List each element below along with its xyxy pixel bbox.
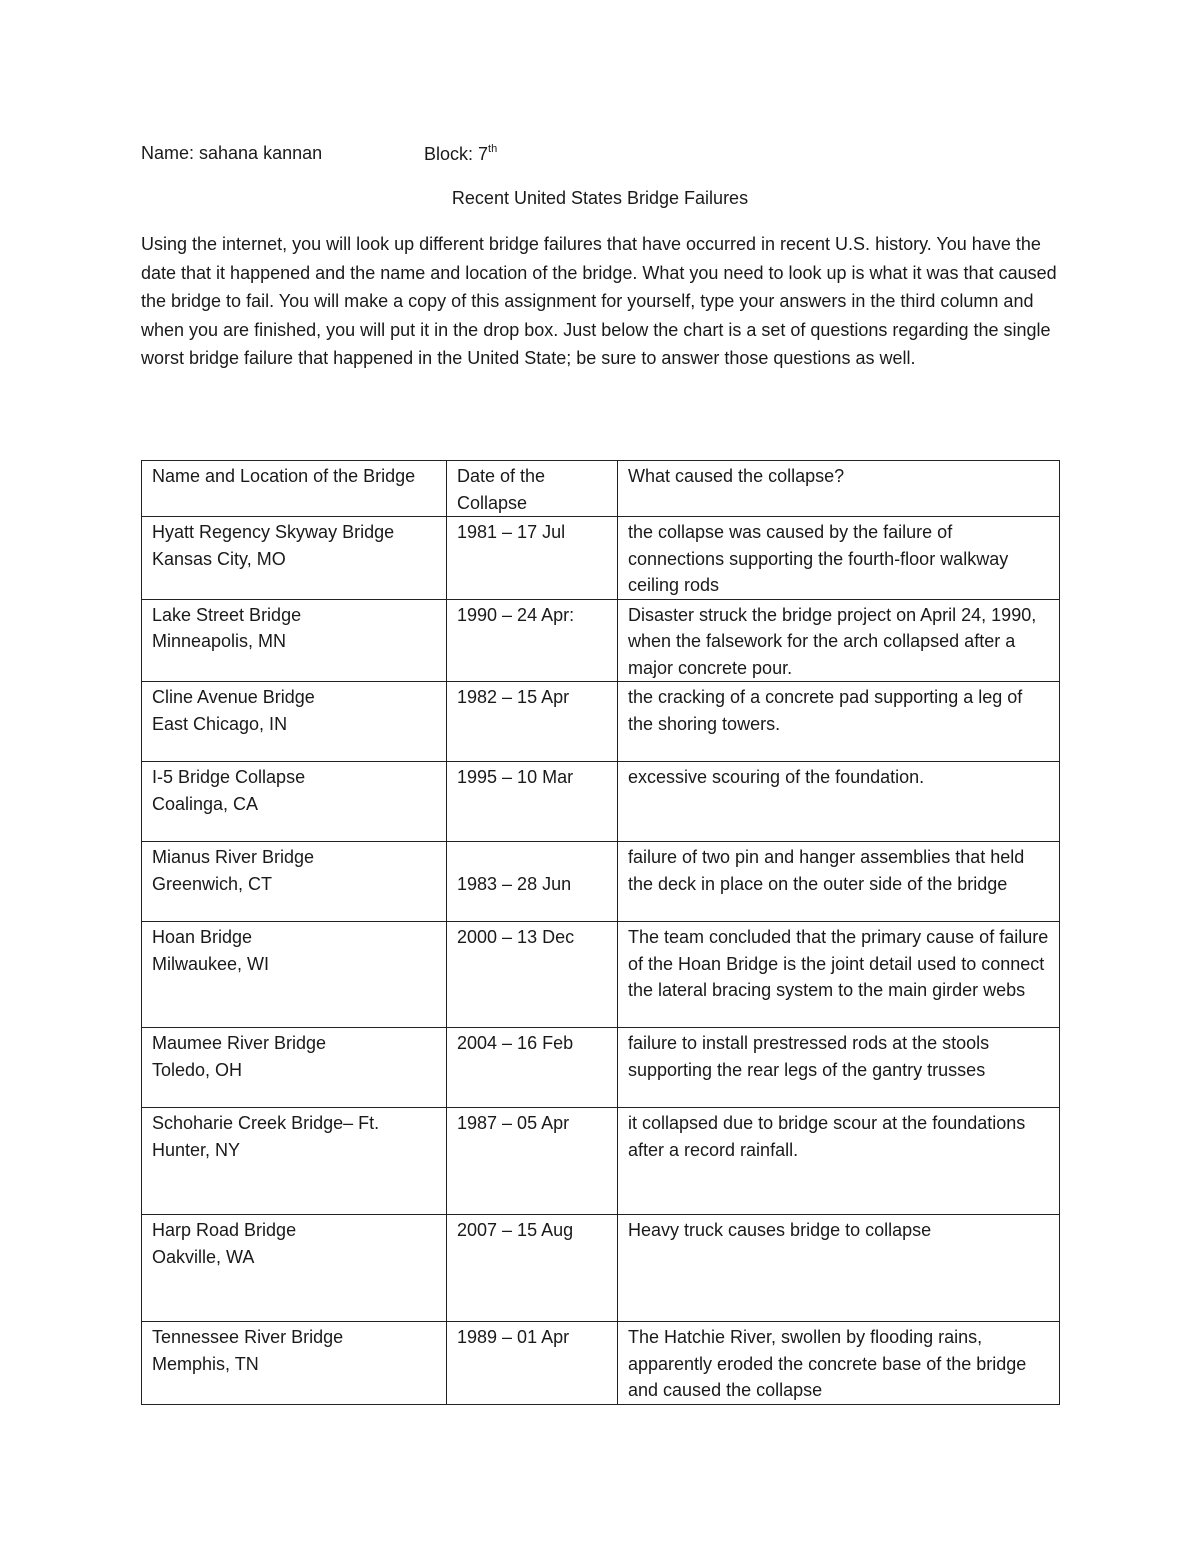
instructions-paragraph: Using the internet, you will look up different bridge failures that have occurred in recent U.S. history. You have the date that it happened and the name and location of the bridge. What you need to look up is what it was that caused the bridge to fail. You will make a copy of this assignment for yourself, type your answers in the third column and when you are finished, you will put it in the drop box. Just below the chart is a set of questions regarding the single worst bridge failure that happened in the United State; be sure to answer those questions as well. (141, 234, 1057, 368)
date-value: 1983 – 28 Jun (457, 873, 572, 894)
cause-cell[interactable]: the cracking of a concrete pad supporting a leg of the shoring towers. (618, 682, 1060, 762)
bridge-location: Coalinga, CA (152, 793, 259, 814)
bridge-location: Hunter, NY (152, 1139, 241, 1160)
table-header-row (142, 461, 1060, 517)
header-name-location: Name and Location of the Bridge (142, 461, 447, 517)
bridge-location: East Chicago, IN (152, 713, 288, 734)
bridge-name: I-5 Bridge Collapse (152, 767, 306, 787)
table-row (142, 517, 1060, 600)
table-row (142, 682, 1060, 762)
bridge-name: Tennessee River Bridge (152, 1327, 344, 1347)
bridge-cell (142, 599, 447, 682)
bridge-name: Hyatt Regency Skyway Bridge (152, 522, 395, 542)
bridge-name: Hoan Bridge (152, 927, 253, 947)
cause-cell[interactable]: it collapsed due to bridge scour at the foundations after a record rainfall. (618, 1108, 1060, 1215)
bridge-name: Mianus River Bridge (152, 847, 315, 867)
header-line (141, 143, 498, 164)
date-cell: 1990 – 24 Apr: (447, 599, 618, 682)
table-row (142, 599, 1060, 682)
header-date: Date of the Collapse (447, 461, 618, 517)
bridge-name: Harp Road Bridge (152, 1220, 297, 1240)
table-row (142, 762, 1060, 842)
bridge-cell (142, 842, 447, 922)
block-text: Block: 7 (424, 144, 489, 164)
cause-cell[interactable]: The team concluded that the primary cause of failure of the Hoan Bridge is the joint detail used to connect the lateral bracing system to the main girder webs (618, 922, 1060, 1028)
date-cell: 1982 – 15 Apr (447, 682, 618, 762)
bridge-location: Oakville, WA (152, 1246, 255, 1267)
cause-cell[interactable]: failure to install prestressed rods at the stools supporting the rear legs of the gantry trusses (618, 1028, 1060, 1108)
header-cause: What caused the collapse? (618, 461, 1060, 517)
table-row (142, 1215, 1060, 1322)
table-row (142, 842, 1060, 922)
date-cell: 2007 – 15 Aug (447, 1215, 618, 1322)
bridge-cell (142, 682, 447, 762)
bridge-cell (142, 762, 447, 842)
bridge-location: Minneapolis, MN (152, 631, 287, 651)
block-label (424, 143, 497, 165)
cause-cell[interactable]: The Hatchie River, swollen by flooding rains, apparently eroded the concrete base of the bridge and caused the collapse (618, 1322, 1060, 1405)
bridge-cell (142, 517, 447, 600)
cause-cell[interactable]: the collapse was caused by the failure of connections supporting the fourth-floor walkway ceiling rods (618, 517, 1060, 600)
bridge-name: Schoharie Creek Bridge– Ft. (152, 1113, 380, 1133)
cause-cell[interactable]: Heavy truck causes bridge to collapse (618, 1215, 1060, 1322)
bridge-location: Milwaukee, WI (152, 953, 270, 974)
table-row (142, 1322, 1060, 1405)
student-name: Name: sahana kannan (141, 143, 323, 163)
page-title: Recent United States Bridge Failures (451, 188, 749, 208)
table-row (142, 1028, 1060, 1108)
table-row (142, 1108, 1060, 1215)
table-row (142, 922, 1060, 1028)
date-cell: 2004 – 16 Feb (447, 1028, 618, 1108)
bridge-name: Maumee River Bridge (152, 1033, 327, 1053)
bridge-name: Cline Avenue Bridge (152, 687, 315, 707)
bridge-location: Greenwich, CT (152, 873, 273, 894)
bridge-cell (142, 1028, 447, 1108)
date-cell: 1981 – 17 Jul (447, 517, 618, 600)
cause-cell[interactable]: excessive scouring of the foundation. (618, 762, 1060, 842)
bridge-location: Memphis, TN (152, 1353, 259, 1374)
date-spacer (457, 844, 607, 871)
bridge-failures-table (141, 460, 1060, 1405)
date-cell: 1987 – 05 Apr (447, 1108, 618, 1215)
bridge-location: Kansas City, MO (152, 548, 286, 569)
date-cell: 1989 – 01 Apr (447, 1322, 618, 1405)
bridge-location: Toledo, OH (152, 1059, 243, 1080)
block-superscript: th (488, 143, 498, 155)
date-cell: 1995 – 10 Mar (447, 762, 618, 842)
bridge-cell (142, 1215, 447, 1322)
bridge-cell (142, 1322, 447, 1405)
date-cell: 2000 – 13 Dec (447, 922, 618, 1028)
cause-cell[interactable]: Disaster struck the bridge project on April 24, 1990, when the falsework for the arch collapsed after a major concrete pour. (618, 599, 1060, 682)
date-cell (447, 842, 618, 922)
bridge-name: Lake Street Bridge (152, 604, 302, 625)
cause-cell[interactable]: failure of two pin and hanger assemblies that held the deck in place on the outer side of the bridge (618, 842, 1060, 922)
bridge-cell (142, 1108, 447, 1215)
bridge-cell (142, 922, 447, 1028)
